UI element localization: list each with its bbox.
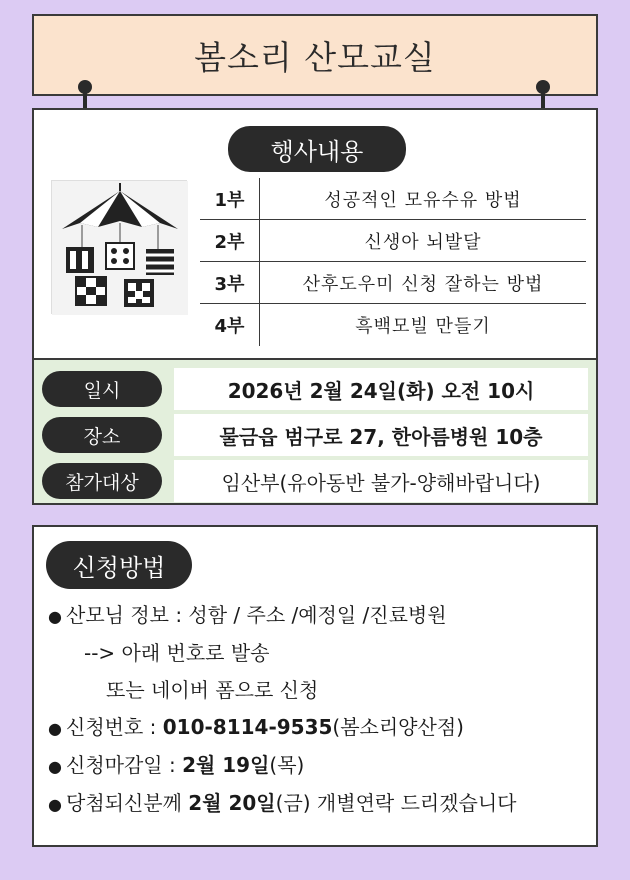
list-item xyxy=(48,597,588,635)
event-info-area xyxy=(34,358,596,503)
black-white-mobile-image xyxy=(52,181,188,315)
bullet-icon: ● xyxy=(48,607,62,626)
notice-day: (금) xyxy=(275,791,311,815)
session-row xyxy=(200,262,586,304)
required-info-text: 산모님 정보 : 성함 / 주소 /예정일 /진료병원 xyxy=(66,603,447,627)
notice-prefix: 당첨되신분께 xyxy=(66,791,189,815)
page-title: 봄소리 산모교실 xyxy=(194,37,436,77)
apply-panel xyxy=(32,525,598,847)
bullet-icon: ● xyxy=(48,757,62,776)
deadline-day: (목) xyxy=(269,753,305,777)
apply-list xyxy=(48,597,588,823)
session-row xyxy=(200,220,586,262)
date-value: 2026년 2월 24일(화) 오전 10시 xyxy=(174,368,588,410)
session-index: 4부 xyxy=(200,304,260,346)
session-title: 신생아 뇌발달 xyxy=(364,231,482,253)
session-index: 1부 xyxy=(200,178,260,219)
session-title: 성공적인 모유수유 방법 xyxy=(324,189,522,211)
phone-note: (봄소리양산점) xyxy=(332,715,464,739)
apply-section-label: 신청방법 xyxy=(46,541,192,589)
list-item xyxy=(48,747,588,785)
phone-label: 신청번호 : xyxy=(66,715,163,739)
session-title: 흑백모빌 만들기 xyxy=(355,316,491,337)
bullet-icon: ● xyxy=(48,719,62,738)
notice-date: 2월 20일 xyxy=(188,791,276,815)
list-item xyxy=(48,635,588,672)
target-label: 참가대상 xyxy=(42,463,162,499)
phone-number: 010-8114-9535 xyxy=(162,715,333,739)
title-banner xyxy=(32,14,598,96)
session-title: 산후도우미 신청 잘하는 방법 xyxy=(302,273,544,295)
notice-suffix: 개별연락 드리겠습니다 xyxy=(310,791,517,815)
session-row xyxy=(200,304,586,346)
session-row xyxy=(200,178,586,220)
info-row-target xyxy=(34,460,596,502)
info-row-place xyxy=(34,414,596,456)
list-item xyxy=(48,785,588,823)
date-label: 일시 xyxy=(42,371,162,407)
deadline-date: 2월 19일 xyxy=(182,753,270,777)
mobile-photo xyxy=(51,180,187,314)
place-label: 장소 xyxy=(42,417,162,453)
session-table xyxy=(200,178,586,346)
event-section-label: 행사내용 xyxy=(228,126,406,172)
session-index: 2부 xyxy=(200,220,260,261)
event-panel xyxy=(32,108,598,505)
session-index: 3부 xyxy=(200,262,260,303)
info-row-date xyxy=(34,368,596,410)
naver-form-text: 또는 네이버 폼으로 신청 xyxy=(106,678,319,702)
bullet-icon: ● xyxy=(48,795,62,814)
send-instruction-text: --> 아래 번호로 발송 xyxy=(84,641,270,665)
place-value: 물금읍 범구로 27, 한아름병원 10층 xyxy=(174,414,588,456)
deadline-label: 신청마감일 : xyxy=(66,753,183,777)
list-item xyxy=(48,672,588,709)
list-item xyxy=(48,709,588,747)
target-value: 임산부(유아동반 불가-양해바랍니다) xyxy=(174,460,588,502)
